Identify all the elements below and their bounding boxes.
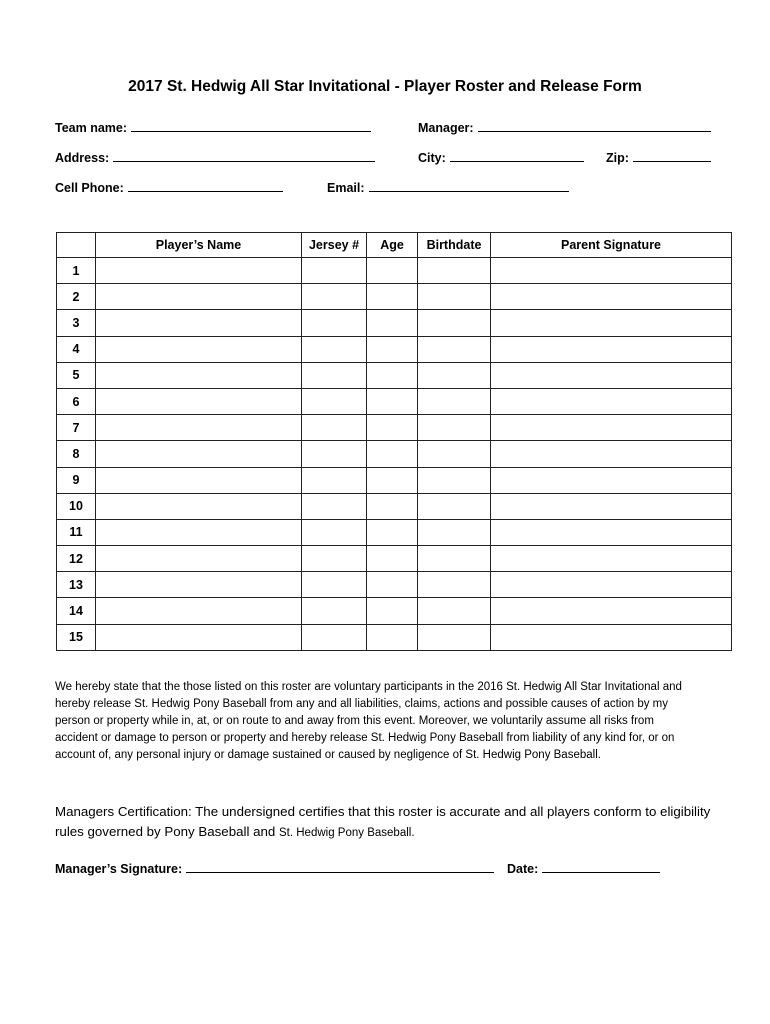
row-number: 14 bbox=[57, 598, 96, 624]
manager-label: Manager: bbox=[418, 121, 474, 135]
manager-signature-input-line[interactable] bbox=[186, 860, 494, 873]
table-row bbox=[57, 546, 732, 572]
managers-certification bbox=[55, 802, 715, 843]
parent-signature-cell[interactable] bbox=[491, 519, 732, 545]
age-cell[interactable] bbox=[367, 572, 418, 598]
birthdate-cell[interactable] bbox=[418, 336, 491, 362]
header-player-name: Player’s Name bbox=[96, 233, 302, 258]
email-input-line[interactable] bbox=[369, 179, 569, 192]
player-name-cell[interactable] bbox=[96, 284, 302, 310]
certification-text: Managers Certification: The undersigned certifies that this roster is accurate and all players conform to eligibility rules governed by Pony Baseball and bbox=[55, 804, 711, 839]
jersey-cell[interactable] bbox=[302, 572, 367, 598]
row-number: 9 bbox=[57, 467, 96, 493]
table-row bbox=[57, 598, 732, 624]
parent-signature-cell[interactable] bbox=[491, 624, 732, 650]
parent-signature-cell[interactable] bbox=[491, 258, 732, 284]
manager-field bbox=[418, 119, 711, 135]
age-cell[interactable] bbox=[367, 624, 418, 650]
cell-phone-field bbox=[55, 179, 283, 195]
age-cell[interactable] bbox=[367, 519, 418, 545]
jersey-cell[interactable] bbox=[302, 598, 367, 624]
zip-label: Zip: bbox=[606, 151, 629, 165]
player-name-cell[interactable] bbox=[96, 598, 302, 624]
age-cell[interactable] bbox=[367, 493, 418, 519]
player-name-cell[interactable] bbox=[96, 415, 302, 441]
birthdate-cell[interactable] bbox=[418, 519, 491, 545]
jersey-cell[interactable] bbox=[302, 415, 367, 441]
parent-signature-cell[interactable] bbox=[491, 362, 732, 388]
row-number: 7 bbox=[57, 415, 96, 441]
parent-signature-cell[interactable] bbox=[491, 415, 732, 441]
age-cell[interactable] bbox=[367, 362, 418, 388]
age-cell[interactable] bbox=[367, 598, 418, 624]
row-number: 8 bbox=[57, 441, 96, 467]
jersey-cell[interactable] bbox=[302, 310, 367, 336]
row-number: 1 bbox=[57, 258, 96, 284]
city-field bbox=[418, 149, 584, 165]
parent-signature-cell[interactable] bbox=[491, 598, 732, 624]
birthdate-cell[interactable] bbox=[418, 310, 491, 336]
player-name-cell[interactable] bbox=[96, 519, 302, 545]
date-label: Date: bbox=[507, 862, 539, 876]
parent-signature-cell[interactable] bbox=[491, 546, 732, 572]
table-row bbox=[57, 258, 732, 284]
player-name-cell[interactable] bbox=[96, 441, 302, 467]
form-title: 2017 St. Hedwig All Star Invitational - Player Roster and Release Form bbox=[128, 78, 642, 95]
parent-signature-cell[interactable] bbox=[491, 310, 732, 336]
date-input-line[interactable] bbox=[542, 860, 660, 873]
player-name-cell[interactable] bbox=[96, 388, 302, 414]
player-name-cell[interactable] bbox=[96, 467, 302, 493]
header-jersey: Jersey # bbox=[302, 233, 367, 258]
birthdate-cell[interactable] bbox=[418, 388, 491, 414]
jersey-cell[interactable] bbox=[302, 362, 367, 388]
birthdate-cell[interactable] bbox=[418, 441, 491, 467]
birthdate-cell[interactable] bbox=[418, 598, 491, 624]
parent-signature-cell[interactable] bbox=[491, 572, 732, 598]
jersey-cell[interactable] bbox=[302, 258, 367, 284]
birthdate-cell[interactable] bbox=[418, 415, 491, 441]
parent-signature-cell[interactable] bbox=[491, 388, 732, 414]
table-row bbox=[57, 572, 732, 598]
row-number: 12 bbox=[57, 546, 96, 572]
address-input-line[interactable] bbox=[113, 149, 375, 162]
birthdate-cell[interactable] bbox=[418, 258, 491, 284]
jersey-cell[interactable] bbox=[302, 441, 367, 467]
table-row bbox=[57, 362, 732, 388]
table-row bbox=[57, 467, 732, 493]
table-row bbox=[57, 624, 732, 650]
table-row bbox=[57, 415, 732, 441]
player-name-cell[interactable] bbox=[96, 624, 302, 650]
table-row bbox=[57, 493, 732, 519]
birthdate-cell[interactable] bbox=[418, 284, 491, 310]
table-row bbox=[57, 519, 732, 545]
header-birthdate: Birthdate bbox=[418, 233, 491, 258]
table-row bbox=[57, 284, 732, 310]
row-number: 6 bbox=[57, 388, 96, 414]
cell-phone-label: Cell Phone: bbox=[55, 181, 124, 195]
team-name-label: Team name: bbox=[55, 121, 128, 135]
jersey-cell[interactable] bbox=[302, 336, 367, 362]
player-name-cell[interactable] bbox=[96, 362, 302, 388]
parent-signature-cell[interactable] bbox=[491, 284, 732, 310]
row-number: 5 bbox=[57, 362, 96, 388]
manager-signature-field bbox=[55, 860, 494, 876]
row-number: 10 bbox=[57, 493, 96, 519]
cell-phone-input-line[interactable] bbox=[128, 179, 283, 192]
player-name-cell[interactable] bbox=[96, 493, 302, 519]
email-label: Email: bbox=[327, 181, 365, 195]
age-cell[interactable] bbox=[367, 336, 418, 362]
birthdate-cell[interactable] bbox=[418, 467, 491, 493]
age-cell[interactable] bbox=[367, 388, 418, 414]
city-label: City: bbox=[418, 151, 446, 165]
zip-input-line[interactable] bbox=[633, 149, 711, 162]
address-field bbox=[55, 149, 375, 165]
roster-header-row bbox=[57, 233, 732, 258]
row-number: 2 bbox=[57, 284, 96, 310]
zip-field bbox=[606, 149, 711, 165]
header-age: Age bbox=[367, 233, 418, 258]
player-name-cell[interactable] bbox=[96, 336, 302, 362]
birthdate-cell[interactable] bbox=[418, 493, 491, 519]
row-number: 3 bbox=[57, 310, 96, 336]
age-cell[interactable] bbox=[367, 310, 418, 336]
jersey-cell[interactable] bbox=[302, 546, 367, 572]
parent-signature-cell[interactable] bbox=[491, 441, 732, 467]
header-number bbox=[57, 233, 96, 258]
age-cell[interactable] bbox=[367, 258, 418, 284]
parent-signature-cell[interactable] bbox=[491, 467, 732, 493]
jersey-cell[interactable] bbox=[302, 388, 367, 414]
email-field bbox=[327, 179, 569, 195]
table-row bbox=[57, 441, 732, 467]
birthdate-cell[interactable] bbox=[418, 624, 491, 650]
age-cell[interactable] bbox=[367, 284, 418, 310]
row-number: 11 bbox=[57, 519, 96, 545]
jersey-cell[interactable] bbox=[302, 284, 367, 310]
jersey-cell[interactable] bbox=[302, 467, 367, 493]
address-label: Address: bbox=[55, 151, 110, 165]
player-name-cell[interactable] bbox=[96, 546, 302, 572]
player-name-cell[interactable] bbox=[96, 258, 302, 284]
player-name-cell[interactable] bbox=[96, 572, 302, 598]
age-cell[interactable] bbox=[367, 415, 418, 441]
city-input-line[interactable] bbox=[450, 149, 584, 162]
jersey-cell[interactable] bbox=[302, 624, 367, 650]
parent-signature-cell[interactable] bbox=[491, 493, 732, 519]
row-number: 15 bbox=[57, 624, 96, 650]
team-name-input-line[interactable] bbox=[131, 119, 371, 132]
manager-input-line[interactable] bbox=[478, 119, 711, 132]
row-number: 4 bbox=[57, 336, 96, 362]
birthdate-cell[interactable] bbox=[418, 362, 491, 388]
roster-table bbox=[56, 232, 732, 651]
team-name-field bbox=[55, 119, 371, 135]
player-name-cell[interactable] bbox=[96, 310, 302, 336]
birthdate-cell[interactable] bbox=[418, 572, 491, 598]
date-field bbox=[507, 860, 660, 876]
table-row bbox=[57, 310, 732, 336]
table-row bbox=[57, 388, 732, 414]
parent-signature-cell[interactable] bbox=[491, 336, 732, 362]
row-number: 13 bbox=[57, 572, 96, 598]
jersey-cell[interactable] bbox=[302, 493, 367, 519]
age-cell[interactable] bbox=[367, 441, 418, 467]
certification-tail: St. Hedwig Pony Baseball. bbox=[279, 827, 415, 839]
manager-signature-label: Manager’s Signature: bbox=[55, 862, 183, 876]
jersey-cell[interactable] bbox=[302, 519, 367, 545]
table-row bbox=[57, 336, 732, 362]
birthdate-cell[interactable] bbox=[418, 546, 491, 572]
header-parent-signature: Parent Signature bbox=[491, 233, 732, 258]
release-paragraph: We hereby state that the those listed on this roster are voluntary participants in the 2016 St. Hedwig All Star Invitational and hereby release St. Hedwig Pony Baseball from any and all liabilities, claims, actions and possible causes of action by my person or property while in, at, or on route to and away from this event. Moreover, we voluntarily assume all risks from accident or damage to person or property and hereby release St. Hedwig Pony Baseball from liability of any kind for, or on account of, any personal injury or damage sustained or caused by negligence of St. Hedwig Pony Baseball. bbox=[55, 681, 682, 761]
age-cell[interactable] bbox=[367, 546, 418, 572]
age-cell[interactable] bbox=[367, 467, 418, 493]
